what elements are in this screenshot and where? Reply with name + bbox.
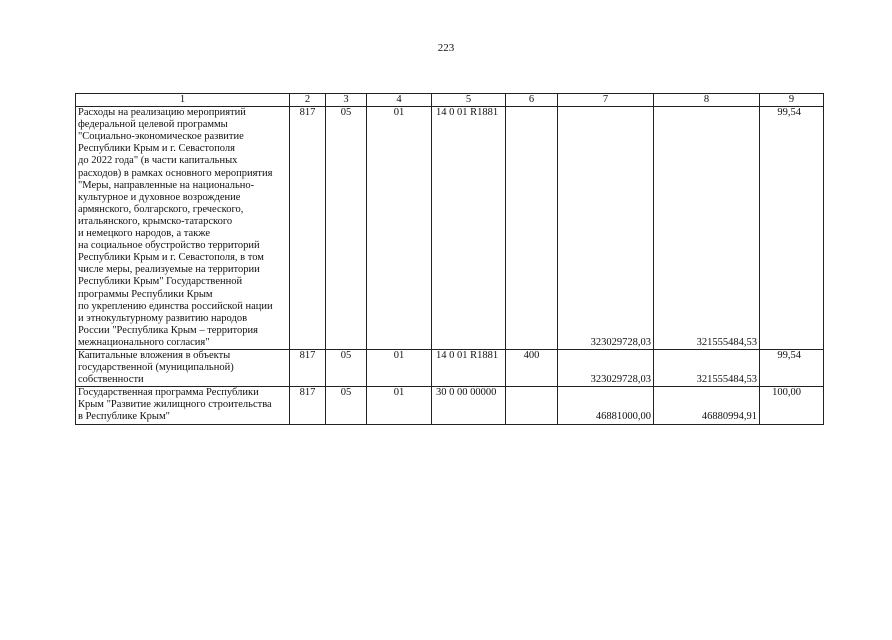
subsection-code-cell: 01 [367,349,432,386]
budget-table [75,93,824,425]
expense-type-cell [506,387,558,424]
expense-type-cell [506,107,558,350]
row-name-line: итальянского, крымско-татарского [78,215,233,227]
subsection-code-cell: 01 [367,387,432,424]
execution-percent-cell: 99,54 [760,107,824,350]
ministry-code-cell: 817 [290,107,326,350]
execution-percent-cell: 99,54 [760,349,824,386]
row-name-cell [76,349,290,386]
row-name-line: "Социально-экономическое развитие [78,131,244,143]
row-name-line: Крым "Развитие жилищного строительства [78,399,272,411]
executed-amount-cell: 46880994,91 [654,387,760,424]
target-article-cell: 14 0 01 R1881 [432,349,506,386]
row-name-line: расходов) в рамках основного мероприятия [78,167,273,179]
planned-amount-cell: 323029728,03 [558,107,654,350]
row-name-line: и немецкого народов, а также [78,228,211,240]
table-body [76,94,824,425]
table-row [76,349,824,386]
execution-percent-cell: 100,00 [760,387,824,424]
page-number: 223 [437,42,455,54]
row-name-line: собственности [78,374,144,386]
header-cell-7: 7 [558,94,654,107]
row-name-line: культурное и духовное возрождение [78,191,241,203]
row-name-line: федеральной целевой программы [78,119,228,131]
header-cell-6: 6 [506,94,558,107]
row-name-line: армянского, болгарского, греческого, [78,203,244,215]
section-code-cell: 05 [326,387,367,424]
ministry-code-cell: 817 [290,387,326,424]
header-cell-5: 5 [432,94,506,107]
ministry-code-cell: 817 [290,349,326,386]
row-name-line: Республики Крым и г. Севастополя, в том [78,252,264,264]
header-cell-8: 8 [654,94,760,107]
row-name-cell [76,387,290,424]
executed-amount-cell: 321555484,53 [654,107,760,350]
header-cell-4: 4 [367,94,432,107]
row-name-line: государственной (муниципальной) [78,362,234,374]
table-row [76,107,824,350]
section-code-cell: 05 [326,349,367,386]
row-name-line: Республики Крым и г. Севастополя [78,143,235,155]
target-article-cell: 14 0 01 R1881 [432,107,506,350]
target-article-cell: 30 0 00 00000 [432,387,506,424]
header-cell-1: 1 [76,94,290,107]
row-name-line: Республики Крым" Государственной [78,276,243,288]
header-cell-2: 2 [290,94,326,107]
header-cell-9: 9 [760,94,824,107]
row-name-line: по укреплению единства российской нации [78,300,273,312]
row-name-line: на социальное обустройство территорий [78,240,260,252]
table-header-row [76,94,824,107]
header-cell-3: 3 [326,94,367,107]
planned-amount-cell: 323029728,03 [558,349,654,386]
row-name-line: Расходы на реализацию мероприятий [78,107,246,119]
row-name-line: и этнокультурному развитию народов [78,312,248,324]
expense-type-cell: 400 [506,349,558,386]
row-name-line: "Меры, направленные на национально- [78,179,255,191]
subsection-code-cell: 01 [367,107,432,350]
row-name-line: в Республике Крым" [78,411,170,423]
row-name-line: России "Республика Крым – территория [78,324,258,336]
executed-amount-cell: 321555484,53 [654,349,760,386]
table-row [76,387,824,424]
planned-amount-cell: 46881000,00 [558,387,654,424]
section-code-cell: 05 [326,107,367,350]
row-name-line: до 2022 года" (в части капитальных [78,155,238,167]
row-name-line: Государственная программа Республики [78,387,259,399]
row-name-line: программы Республики Крым [78,288,213,300]
row-name-line: Капитальные вложения в объекты [78,349,231,361]
row-name-cell [76,107,290,350]
row-name-line: межнационального согласия" [78,336,210,348]
row-name-line: числе меры, реализуемые на территории [78,264,260,276]
